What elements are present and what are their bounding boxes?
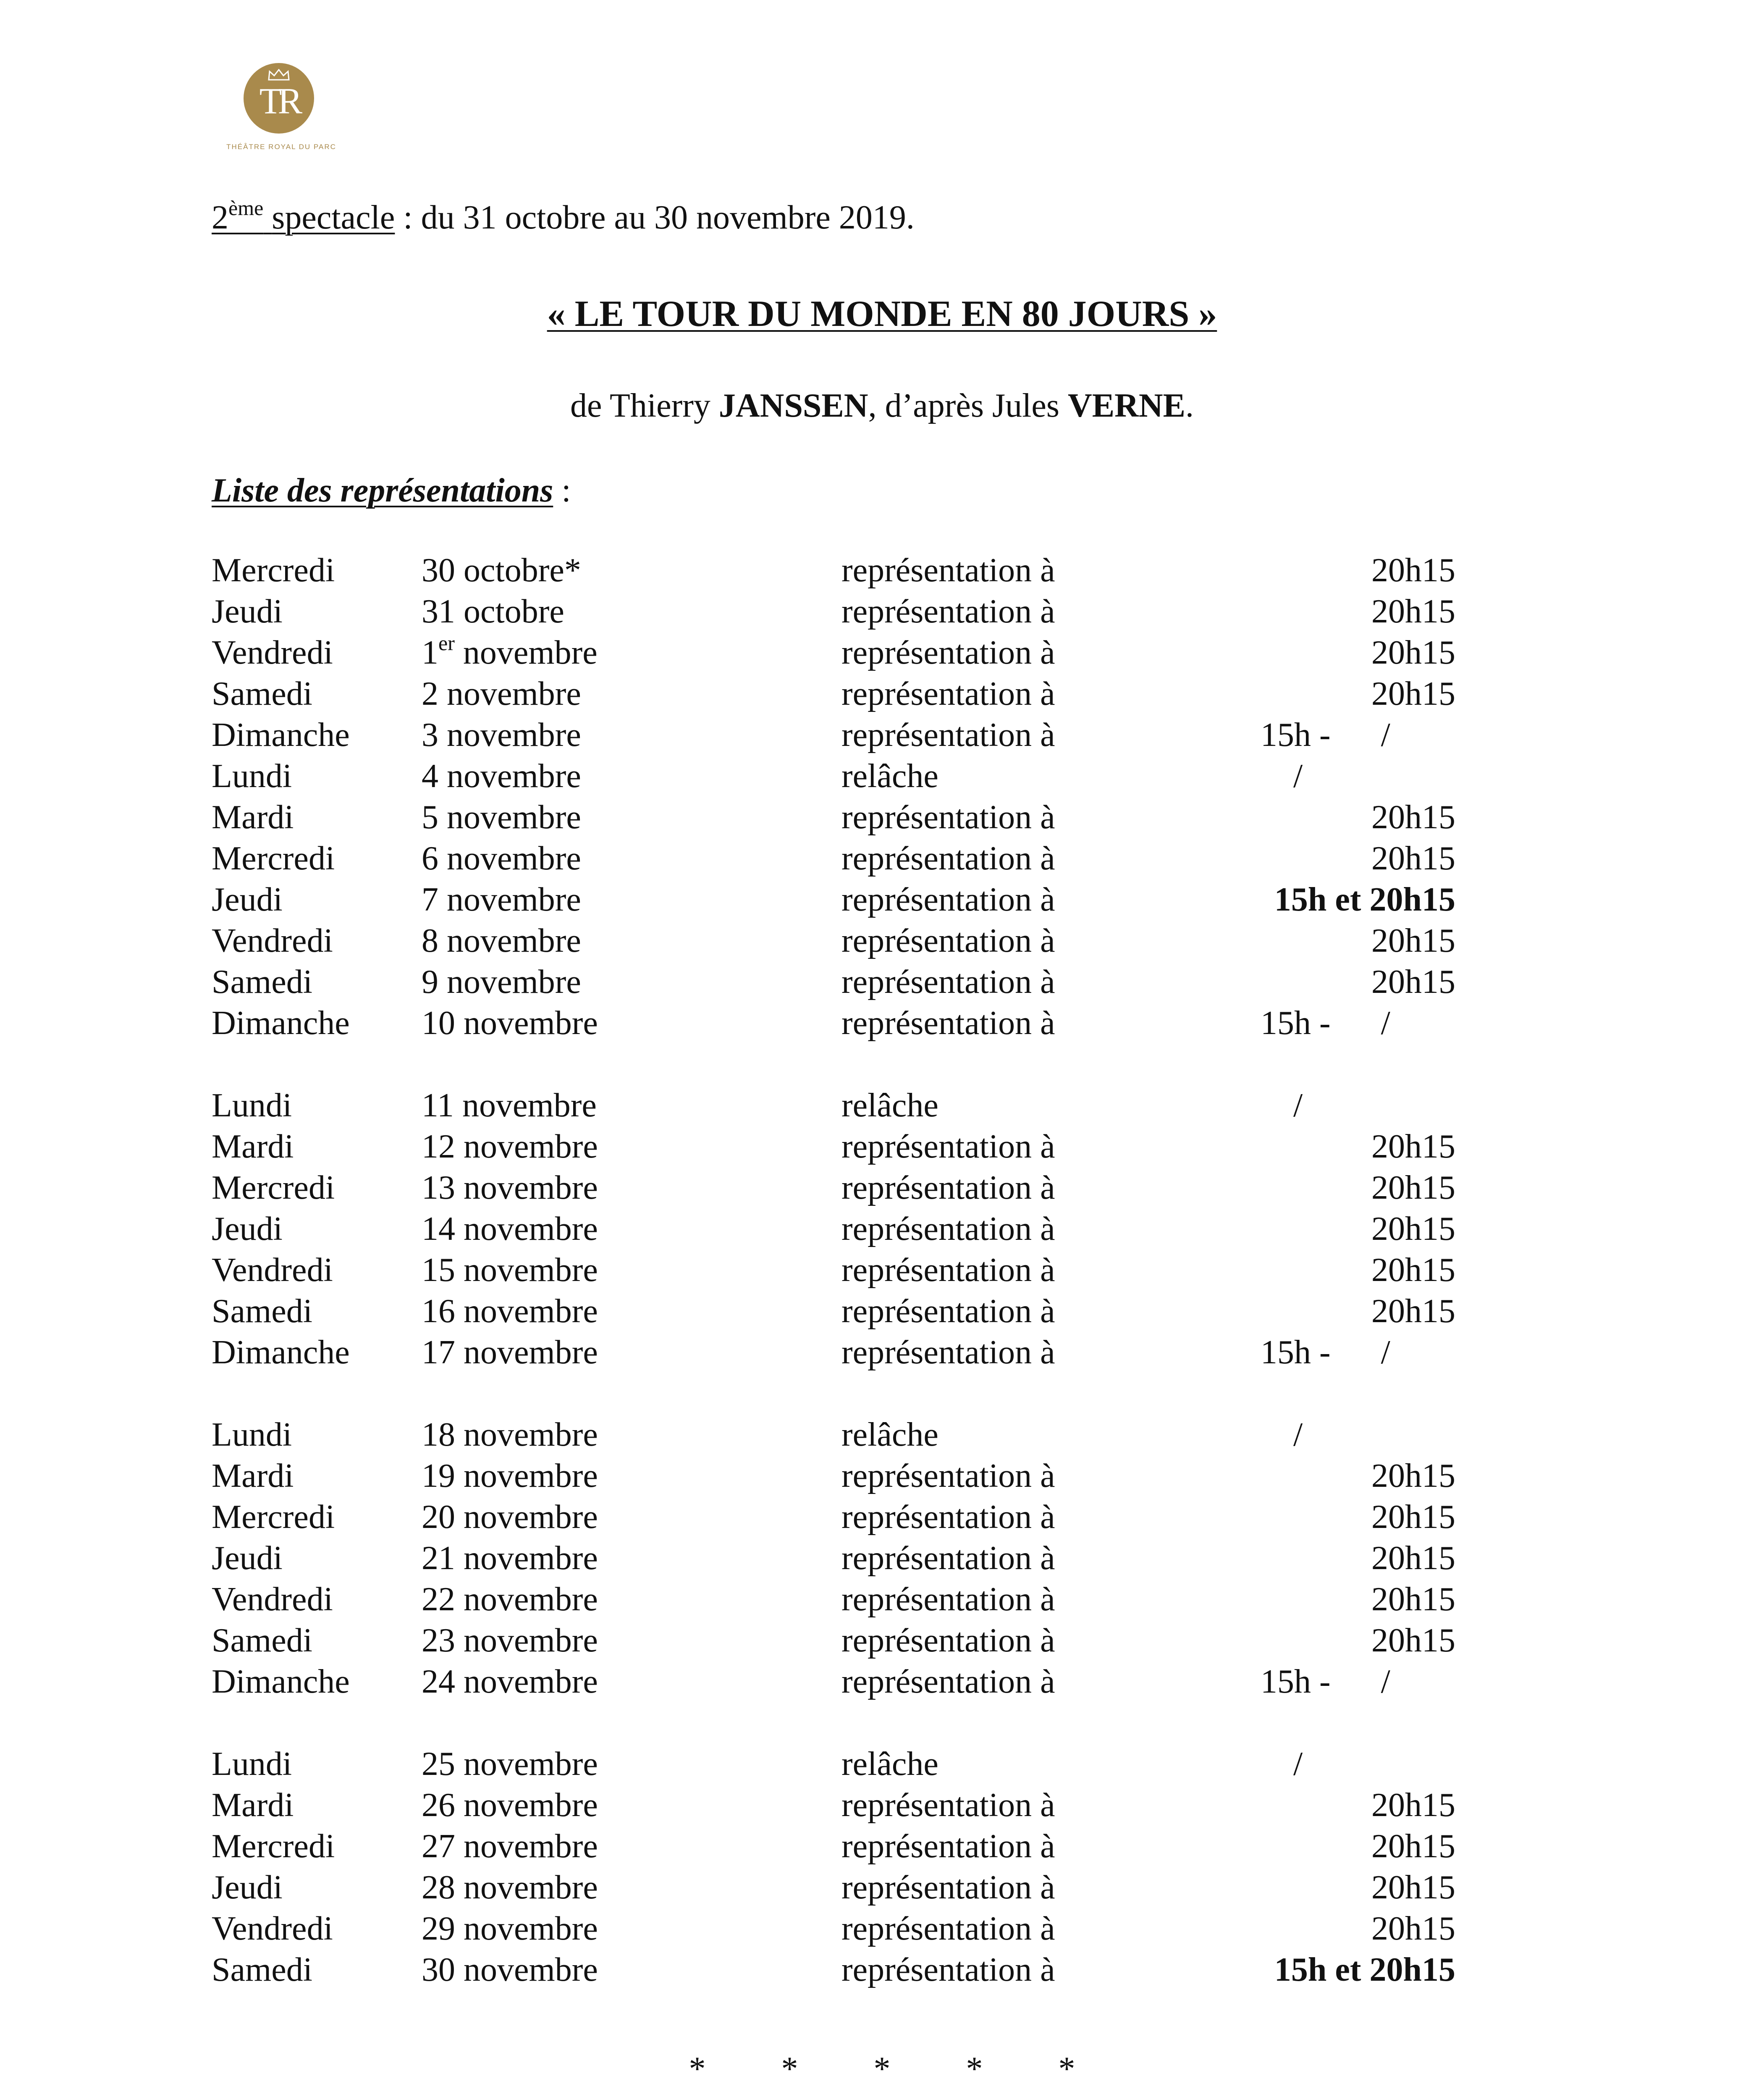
performance-day: Vendredi — [212, 1910, 333, 1947]
performance-date: 3 novembre — [422, 717, 581, 753]
performance-date: 25 novembre — [422, 1746, 598, 1782]
separator-stars: * * * * * — [689, 2050, 1075, 2087]
performance-date: 30 octobre* — [422, 552, 581, 589]
show-author: de Thierry JANSSEN, d’après Jules VERNE. — [570, 387, 1194, 424]
performance-date: 29 novembre — [422, 1910, 598, 1947]
performance-type: représentation à — [841, 1828, 1055, 1865]
performance-row — [0, 674, 1764, 714]
performance-date: 9 novembre — [422, 963, 581, 1000]
performance-time: 15h - / — [1261, 1005, 1390, 1042]
performance-time: 20h15 — [1371, 1581, 1455, 1618]
performance-type: représentation à — [841, 1005, 1055, 1042]
performance-type: relâche — [841, 758, 938, 795]
performance-row — [0, 633, 1764, 673]
performance-type: représentation à — [841, 1293, 1055, 1330]
performance-day: Mercredi — [212, 1169, 335, 1206]
performance-time: 20h15 — [1371, 552, 1455, 589]
performance-time: 20h15 — [1371, 1540, 1455, 1577]
performance-type: représentation à — [841, 1210, 1055, 1247]
performance-day: Samedi — [212, 963, 312, 1000]
performance-time: 20h15 — [1371, 1293, 1455, 1330]
performance-type: relâche — [841, 1746, 938, 1782]
performance-time: 20h15 — [1371, 1252, 1455, 1289]
performance-row — [0, 1291, 1764, 1331]
performance-time: 15h - / — [1261, 1334, 1390, 1371]
performance-date: 31 octobre — [422, 593, 564, 630]
performance-time: 20h15 — [1371, 1787, 1455, 1824]
performance-day: Mercredi — [212, 840, 335, 877]
performance-day: Jeudi — [212, 1540, 283, 1577]
performance-day: Mardi — [212, 1457, 294, 1494]
performance-date: 26 novembre — [422, 1787, 598, 1824]
performance-day: Mardi — [212, 1787, 294, 1824]
performance-type: représentation à — [841, 1169, 1055, 1206]
crown-icon — [268, 69, 290, 81]
performance-time: 20h15 — [1371, 593, 1455, 630]
performance-day: Jeudi — [212, 1210, 283, 1247]
performance-date: 18 novembre — [422, 1416, 598, 1453]
performance-time: 20h15 — [1371, 1869, 1455, 1906]
performance-day: Dimanche — [212, 1005, 350, 1042]
performance-day: Samedi — [212, 1622, 312, 1659]
performance-day: Dimanche — [212, 1663, 350, 1700]
show-number: 2ème spectacle — [212, 196, 395, 236]
performance-date: 4 novembre — [422, 758, 581, 795]
performance-type: représentation à — [841, 1499, 1055, 1536]
performance-date: 21 novembre — [422, 1540, 598, 1577]
performance-time: / — [1293, 1087, 1303, 1124]
performance-time: 15h et 20h15 — [1274, 881, 1455, 918]
performance-day: Vendredi — [212, 922, 333, 959]
performance-row — [0, 1003, 1764, 1043]
performance-type: représentation à — [841, 840, 1055, 877]
performance-type: représentation à — [841, 1252, 1055, 1289]
performance-row — [0, 756, 1764, 796]
performance-type: représentation à — [841, 552, 1055, 589]
performance-row — [0, 1168, 1764, 1208]
performance-row — [0, 1456, 1764, 1496]
performance-type: représentation à — [841, 1869, 1055, 1906]
performance-date: 11 novembre — [422, 1087, 597, 1124]
performance-date: 13 novembre — [422, 1169, 598, 1206]
performance-type: représentation à — [841, 1622, 1055, 1659]
performance-time: 20h15 — [1371, 634, 1455, 671]
performance-row — [0, 1085, 1764, 1126]
performance-row — [0, 1497, 1764, 1537]
performance-day: Samedi — [212, 1293, 312, 1330]
performance-date: 23 novembre — [422, 1622, 598, 1659]
performance-time: 20h15 — [1371, 675, 1455, 712]
performance-date: 6 novembre — [422, 840, 581, 877]
performance-day: Lundi — [212, 1087, 292, 1124]
performance-type: représentation à — [841, 922, 1055, 959]
performance-day: Lundi — [212, 1416, 292, 1453]
performance-time: / — [1293, 1416, 1303, 1453]
performance-date: 1er novembre — [422, 631, 598, 671]
performance-date: 8 novembre — [422, 922, 581, 959]
performance-type: représentation à — [841, 1581, 1055, 1618]
performance-time: 15h - / — [1261, 717, 1390, 753]
show-heading — [212, 197, 915, 238]
performance-row — [0, 838, 1764, 879]
performance-row — [0, 1332, 1764, 1373]
performance-row — [0, 1867, 1764, 1908]
performance-type: représentation à — [841, 593, 1055, 630]
performance-time: 20h15 — [1371, 1128, 1455, 1165]
performance-date: 19 novembre — [422, 1457, 598, 1494]
performance-day: Dimanche — [212, 1334, 350, 1371]
performance-type: représentation à — [841, 675, 1055, 712]
performance-day: Mercredi — [212, 1828, 335, 1865]
performance-day: Mardi — [212, 799, 294, 836]
performance-time: 20h15 — [1371, 922, 1455, 959]
performance-type: représentation à — [841, 1457, 1055, 1494]
performance-date: 14 novembre — [422, 1210, 598, 1247]
performance-day: Jeudi — [212, 593, 283, 630]
performance-time: 20h15 — [1371, 1169, 1455, 1206]
performance-type: relâche — [841, 1416, 938, 1453]
performance-type: représentation à — [841, 717, 1055, 753]
performance-row — [0, 1620, 1764, 1661]
performance-day: Samedi — [212, 1951, 312, 1988]
performance-date: 5 novembre — [422, 799, 581, 836]
performance-row — [0, 1826, 1764, 1866]
show-title: « LE TOUR DU MONDE EN 80 JOURS » — [547, 294, 1217, 334]
performance-row — [0, 1538, 1764, 1578]
performance-time: 20h15 — [1371, 1622, 1455, 1659]
performance-row — [0, 550, 1764, 591]
performance-row — [0, 1744, 1764, 1784]
performance-row — [0, 1126, 1764, 1167]
performance-row — [0, 591, 1764, 632]
performance-day: Samedi — [212, 675, 312, 712]
performance-date: 17 novembre — [422, 1334, 598, 1371]
performance-day: Mercredi — [212, 1499, 335, 1536]
performance-row — [0, 715, 1764, 755]
performance-type: représentation à — [841, 1787, 1055, 1824]
performance-time: 20h15 — [1371, 840, 1455, 877]
performance-time: 20h15 — [1371, 1828, 1455, 1865]
performance-day: Vendredi — [212, 1252, 333, 1289]
performance-day: Lundi — [212, 758, 292, 795]
performance-time: 20h15 — [1371, 1910, 1455, 1947]
performance-date: 7 novembre — [422, 881, 581, 918]
performance-row — [0, 1785, 1764, 1825]
performance-day: Lundi — [212, 1746, 292, 1782]
performance-type: représentation à — [841, 1663, 1055, 1700]
performance-date: 27 novembre — [422, 1828, 598, 1865]
performance-date: 22 novembre — [422, 1581, 598, 1618]
performance-date: 24 novembre — [422, 1663, 598, 1700]
performance-row — [0, 1209, 1764, 1249]
performance-row — [0, 879, 1764, 920]
list-heading-label: Liste des représentations — [212, 472, 553, 509]
performance-time: 15h et 20h15 — [1274, 1951, 1455, 1988]
performance-row — [0, 1662, 1764, 1702]
performance-type: représentation à — [841, 1951, 1055, 1988]
list-heading: Liste des représentations : — [212, 472, 571, 509]
performance-time: 20h15 — [1371, 799, 1455, 836]
performance-time: 20h15 — [1371, 1499, 1455, 1536]
performance-day: Mardi — [212, 1128, 294, 1165]
performance-type: représentation à — [841, 1334, 1055, 1371]
performance-date: 20 novembre — [422, 1499, 598, 1536]
performance-row — [0, 797, 1764, 837]
performance-row — [0, 1250, 1764, 1290]
performance-row — [0, 1908, 1764, 1949]
performance-row — [0, 1950, 1764, 1990]
performance-date: 15 novembre — [422, 1252, 598, 1289]
performance-date: 16 novembre — [422, 1293, 598, 1330]
logo-letters: TR — [259, 81, 299, 122]
performance-date: 10 novembre — [422, 1005, 598, 1042]
performance-type: représentation à — [841, 963, 1055, 1000]
performance-day: Mercredi — [212, 552, 335, 589]
logo-caption: THÉÂTRE ROYAL DU PARC — [226, 143, 336, 151]
performance-row — [0, 1415, 1764, 1455]
performance-date: 30 novembre — [422, 1951, 598, 1988]
performance-time: 20h15 — [1371, 1210, 1455, 1247]
performance-type: représentation à — [841, 799, 1055, 836]
performance-row — [0, 962, 1764, 1002]
performance-row — [0, 1579, 1764, 1620]
performance-time: / — [1293, 758, 1303, 795]
performance-day: Vendredi — [212, 1581, 333, 1618]
performance-type: représentation à — [841, 1910, 1055, 1947]
performance-date: 28 novembre — [422, 1869, 598, 1906]
performance-time: / — [1293, 1746, 1303, 1782]
performance-day: Dimanche — [212, 717, 350, 753]
performance-time: 20h15 — [1371, 1457, 1455, 1494]
performance-type: relâche — [841, 1087, 938, 1124]
performance-day: Jeudi — [212, 881, 283, 918]
performance-time: 15h - / — [1261, 1663, 1390, 1700]
performance-type: représentation à — [841, 634, 1055, 671]
performance-date: 12 novembre — [422, 1128, 598, 1165]
performance-type: représentation à — [841, 1128, 1055, 1165]
performance-time: 20h15 — [1371, 963, 1455, 1000]
performance-type: représentation à — [841, 1540, 1055, 1577]
show-dates: : du 31 octobre au 30 novembre 2019. — [395, 199, 915, 236]
performance-row — [0, 921, 1764, 961]
performance-day: Jeudi — [212, 1869, 283, 1906]
performance-day: Vendredi — [212, 634, 333, 671]
performance-date: 2 novembre — [422, 675, 581, 712]
performance-type: représentation à — [841, 881, 1055, 918]
theatre-logo — [218, 63, 344, 164]
